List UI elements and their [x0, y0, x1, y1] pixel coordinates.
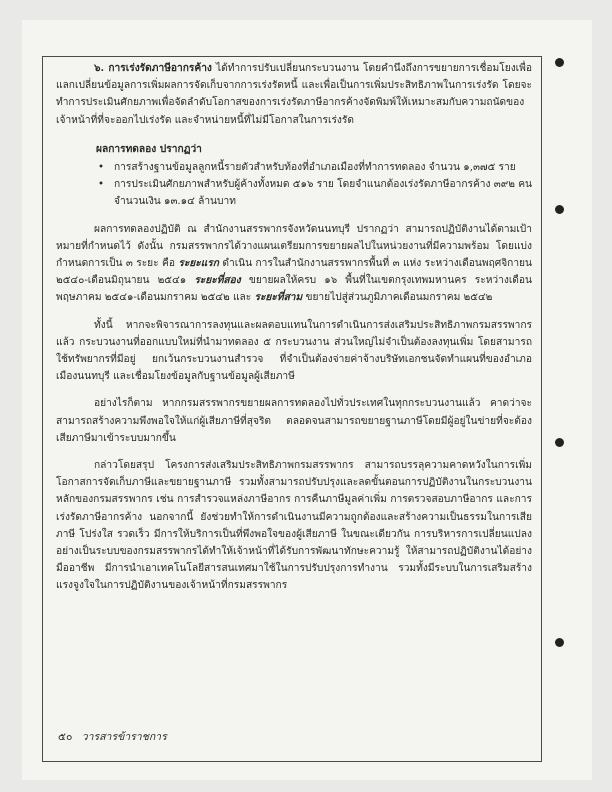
- paragraph-text: ผลการทดลองปฏิบัติ ณ สำนักงานสรรพากรจังหวัดนนทบุรี ปรากฏว่า สามารถปฏิบัติงานได้ตามเป้าหมายที่กำหนดไว้ ดังนั้น กรมสรรพากรได้วางแผนเตรียมการขยายผลไปในหน่วยงานที่มีความพร้อม โดยแบ่งกำหนดการเป็น ๓ ระยะ คือ: [56, 223, 532, 270]
- phase-label: ระยะที่สาม: [254, 291, 303, 304]
- paragraph-text: ดำเนิน การในสำนักงานสรรพากรพื้นที่ ๓ แห่ง ระหว่างเดือนพฤศจิกายน ๒๕๔๐-เดือนมิถุนายน ๒๕๔๑: [56, 258, 532, 287]
- phase-label: ระยะที่สอง: [194, 274, 241, 287]
- list-item: • การสร้างฐานข้อมูลลูกหนี้รายตัวสำหรับท้องที่อำเภอเมืองที่ทำการทดลอง จำนวน ๑,๓๗๕ ราย: [114, 159, 532, 176]
- paragraph-lead: ๖. การเร่งรัดภาษีอากรค้าง: [94, 62, 212, 74]
- paragraph-pilot: [56, 221, 532, 307]
- paragraph-conclusion: กล่าวโดยสรุป โครงการส่งเสริมประสิทธิภาพกรมสรรพากร สามารถบรรลุความคาดหวังในการเพิ่มโอกาสการจัดเก็บภาษีและขยายฐานภาษี รวมทั้งสามารถปรับปรุงและลดขั้นตอนการปฏิบัติงานในกระบวนงานหลักของกรมสรรพากร เช่น การสำรวจแหล่งภาษีอากร การคืนภาษีมูลค่าเพิ่ม การตรวจสอบภาษีอากร และการเร่งรัดภาษีอากรค้าง นอกจากนี้ ยังช่วยทำให้การดำเนินงานมีความถูกต้องและสร้างความเป็นธรรมในการเสียภาษี โปร่งใส รวดเร็ว มีการให้บริการเป็นที่พึงพอใจของผู้เสียภาษี ในขณะเดียวกัน การบริหารการเปลี่ยนแปลงอย่างเป็นระบบของกรมสรรพากรได้ทำให้เจ้าหน้าที่ได้รับการพัฒนาทักษะความรู้ ให้สามารถปฏิบัติงานได้อย่างมืออาชีพ มีการนำเอาเทคโนโลยีสารสนเทศมาใช้ในการปรับปรุงการทำงาน รวมทั้งมีระบบในการเสริมสร้างแรงจูงใจในการปฏิบัติงานของเจ้าหน้าที่กรมสรรพากร: [56, 460, 532, 592]
- results-heading: ผลการทดลอง ปรากฏว่า: [96, 142, 202, 155]
- paragraph-text: ขยายผลให้ครบ ๑๖ พื้นที่ในเขตกรุงเทพมหานคร ระหว่างเดือนพฤษภาคม ๒๕๔๑-เดือนมกราคม ๒๕๔๒ และ: [56, 275, 533, 304]
- paragraph-text: ได้ทำการปรับเปลี่ยนกระบวนงาน โดยคำนึงถึงการขยายการเชื่อมโยงเพื่อแลกเปลี่ยนข้อมูลการเพิ่มผลการจัดเก็บจากการเร่งรัดหนี้ และเพื่อเป็นการเพิ่มประสิทธิภาพในการเร่งรัด โดยจะทำการประเมินศักยภาพเพื่อจัดลำดับโอกาสของการเร่งรัดภาษีอากรค้างจัดพิมพ์ให้เหมาะสมกับความถนัดของเจ้าหน้าที่ที่จะออกไปเร่งรัด และจำหน่ายหนี้ที่ไม่มีโอกาสในการเร่งรัด: [56, 63, 532, 126]
- punch-hole: [555, 58, 564, 67]
- results-list: [56, 159, 532, 211]
- paragraph-expansion: อย่างไรก็ตาม หากกรมสรรพากรขยายผลการทดลองไปทั่วประเทศในทุกกระบวนงานแล้ว คาดว่าจะสามารถสร้างความพึงพอใจให้แก่ผู้เสียภาษีที่สุจริต ตลอดจนสามารถขยายฐานภาษีโดยมีผู้อยู่ในข่ายที่จะต้องเสียภาษีมาเข้าระบบมากขึ้น: [56, 398, 532, 444]
- punch-hole: [555, 638, 564, 647]
- paragraph-tax-arrears: [56, 60, 532, 129]
- document-body: [56, 60, 532, 595]
- list-item: • การประเมินศักยภาพสำหรับผู้ค้างทั้งหมด ๕๑๖ ราย โดยจำแนกต้องเร่งรัดภาษีอากรค้าง ๓๙๒ คน จำนวนเงิน ๑๓.๑๔ ล้านบาท: [114, 176, 532, 210]
- page-footer: [58, 728, 167, 745]
- punch-hole: [555, 205, 564, 214]
- phase-label: ระยะแรก: [178, 257, 219, 270]
- paragraph-investment: ทั้งนี้ หากจะพิจารณาการลงทุนและผลตอบแทนในการดำเนินการส่งเสริมประสิทธิภาพกรมสรรพากรแล้ว กระบวนงานที่ออกแบบใหม่ที่นำมาทดลอง ๕ กระบวนงาน ส่วนใหญ่ไม่จำเป็นต้องลงทุนเพิ่ม โดยสามารถใช้ทรัพยากรที่มีอยู่ ยกเว้นกระบวนงานสำรวจ ที่จำเป็นต้องจ่ายค่าจ้างบริษัทเอกชนจัดทำแผนที่ของอำเภอเมืองนนทบุรี และเชื่อมโยงข้อมูลกับฐานข้อมูลผู้เสียภาษี: [56, 319, 532, 383]
- page-number: ๕๐: [58, 731, 73, 743]
- journal-name: วารสารข้าราชการ: [81, 731, 167, 743]
- punch-hole: [555, 438, 564, 447]
- paragraph-text: ขยายไปสู่ส่วนภูมิภาคเดือนมกราคม ๒๕๔๒: [302, 292, 493, 304]
